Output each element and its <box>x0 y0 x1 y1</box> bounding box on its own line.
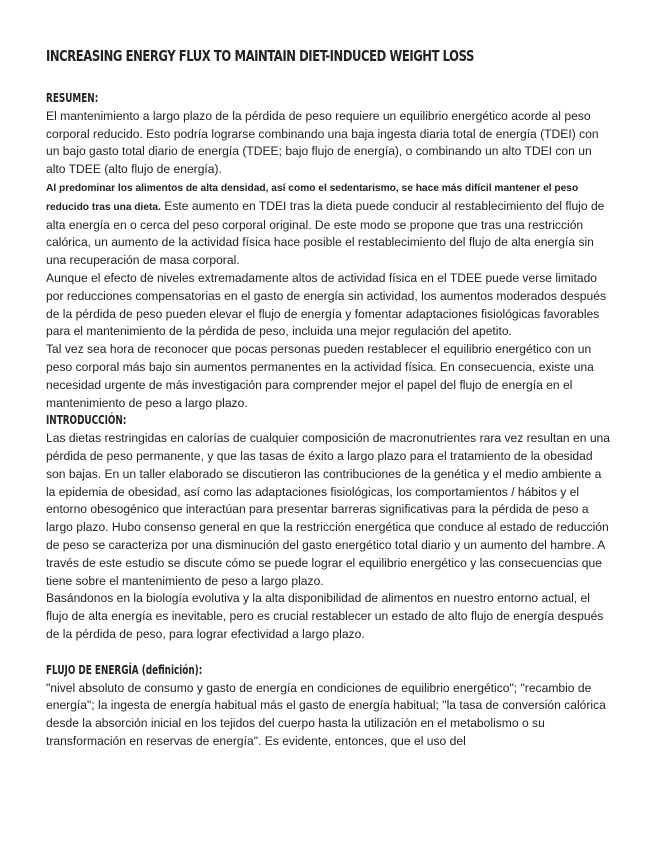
paragraph: Las dietas restringidas en calorías de cualquier composición de macronutrientes rara vez resultan en una pérdida de peso permanente, y que las tasas de éxito a largo plazo para el tratamiento de la obesidad son bajas. En un taller elaborado se discutieron las contribuciones de la genética y el medio ambiente a la epidemia de obesidad, así como las adaptaciones fisiológicas, los comportamientos / hábitos y el entorno obesogénico que interactúan para presentar barreras significativas para la pérdida de peso a largo plazo. Hubo consenso general en que la restricción energética que conduce al estado de reducción de peso se caracteriza por una disminución del gasto energético total diario y un aumento del hambre. A través de este estudio se discute cómo se puede lograr el equilibrio energético y las consecuencias que tiene sobre el mantenimiento de peso a largo plazo. <box>46 431 611 588</box>
document-title: INCREASING ENERGY FLUX TO MAINTAIN DIET-INDUCED WEIGHT LOSS <box>46 47 474 65</box>
paragraph: Aunque el efecto de niveles extremadamente altos de actividad física en el TDEE puede verse limitado por reducciones compensatorias en el gasto de energía sin actividad, los aumentos moderados después de la pérdida de peso pueden elevar el flujo de energía y fomentar adaptaciones fisiológicas favorables para el mantenimiento de la pérdida de peso, incluida una mejor regulación del apetito. <box>46 270 607 339</box>
paragraph: Basándonos en la biología evolutiva y la alta disponibilidad de alimentos en nuestro entorno actual, el flujo de alta energía es inevitable, pero es crucial restablecer un estado de alto flujo de energía después de la pérdida de peso, para lograr efectividad a largo plazo. <box>46 591 604 641</box>
section-introduccion <box>46 412 612 643</box>
section-heading-resumen: RESUMEN: <box>46 91 99 105</box>
section-heading-flujo: FLUJO DE ENERGÍA (definición): <box>46 662 203 677</box>
paragraph: El mantenimiento a largo plazo de la pérdida de peso requiere un equilibrio energético acorde al peso corporal reducido. Esto podría lograrse combinando una baja ingesta diaria total de energía (TDEI) con un bajo gasto total diario de energía (TDEE; bajo flujo de energía), o combinando un alto TDEI con un alto TDEE (alto flujo de energía). <box>46 108 599 177</box>
section-heading-introduccion: INTRODUCCIÓN: <box>46 413 127 428</box>
paragraph: "nivel absoluto de consumo y gasto de energía en condiciones de equilibrio energético"; "recambio de energía"; la ingesta de energía habitual más el gasto de energía habitual; "la tasa de conversión calórica desde la absorción inicial en los tejidos del cuerpo hasta la utilización en el metabolismo o su transformación en reservas de energía". Es evidente, entonces, que el uso del <box>46 680 606 748</box>
emphasis-text: Al predominar los alimentos de alta densidad, así como el sedentarismo, se hace más difícil mantener el peso reducido tras una dieta. <box>46 182 579 213</box>
paragraph <box>46 179 612 270</box>
document-body <box>46 90 612 751</box>
section-resumen <box>46 90 612 412</box>
paragraph: Tal vez sea hora de reconocer que pocas personas pueden restablecer el equilibrio energético con un peso corporal más bajo sin aumentos permanentes en la actividad física. En consecuencia, existe una necesidad urgente de más investigación para comprender mejor el papel del flujo de energía en el mantenimiento de peso a largo plazo. <box>46 342 594 410</box>
spacer <box>46 644 612 662</box>
section-flujo <box>46 662 612 751</box>
paragraph-text: Este aumento en TDEI tras la dieta puede conducir al restablecimiento del flujo de alta energía en o cerca del peso corporal original. De este modo se propone que tras una restricción calórica, un aumento de la actividad física hace posible el restablecimiento del flujo de alta energía sin una recuperación de masa corporal. <box>46 198 605 268</box>
